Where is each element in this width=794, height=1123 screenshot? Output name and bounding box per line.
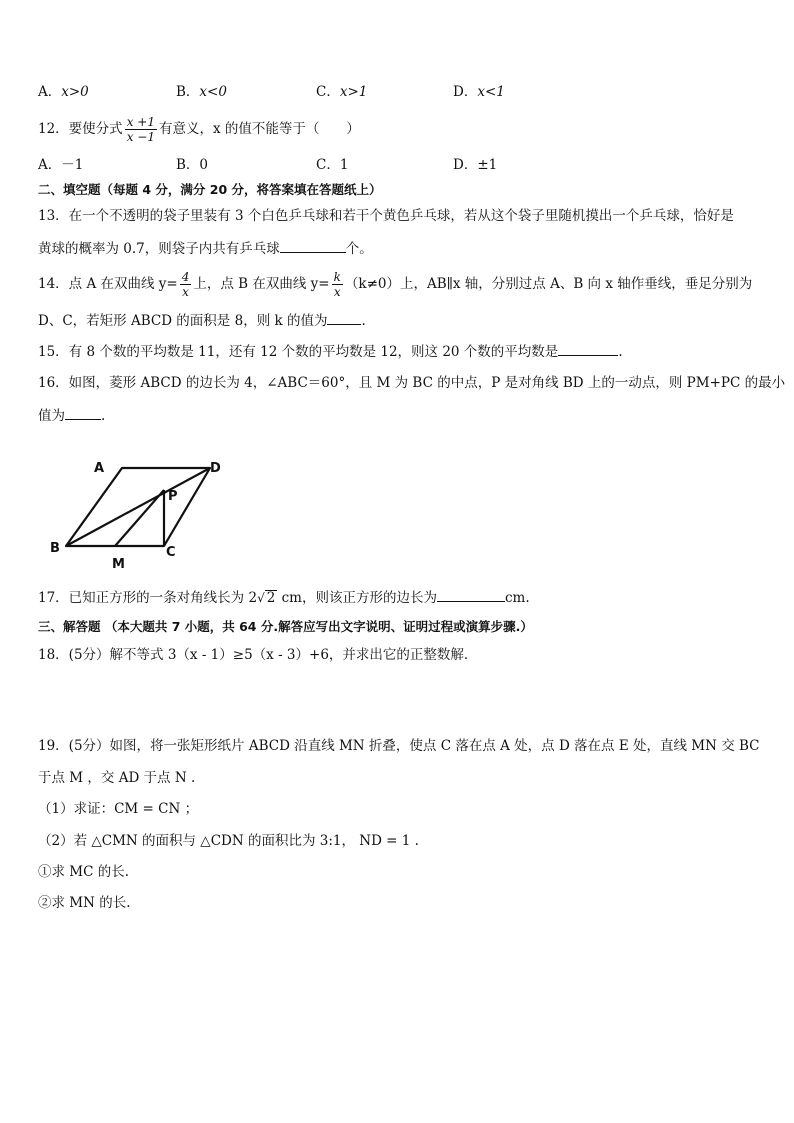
q14-text: D、C，若矩形 ABCD 的面积是 8，则 k 的值为: [38, 313, 328, 329]
label-d: D: [210, 461, 221, 476]
fraction-numerator: 4: [181, 270, 190, 284]
q14-text-end: .: [361, 313, 366, 329]
q12-text-post: 有意义，x 的值不能等于（ ）: [158, 121, 360, 137]
question-17: 17．已知正方形的一条对角线长为 2√ 2 cm，则该正方形的边长为 cm.: [38, 587, 530, 608]
q13-text: 黄球的概率为 0.7，则袋子内共有乒乓球: [38, 241, 280, 257]
segment-pm: [115, 490, 164, 546]
question-13-line-2: [38, 238, 373, 259]
question-19-line-4: （2）若 △CMN 的面积与 △CDN 的面积比为 3:1， ND = 1 .: [38, 833, 419, 849]
q14-fraction-2: [332, 270, 343, 299]
sqrt-radicand: 2: [266, 590, 276, 606]
q12-fraction: [125, 115, 157, 144]
option-label: A．: [38, 84, 62, 100]
q15-text: 15．有 8 个数的平均数是 11，还有 12 个数的平均数是 12，则这 20 个数的平均数是: [38, 344, 559, 360]
q11-option-b: [176, 82, 227, 102]
answer-blank: [327, 310, 361, 325]
fraction-denominator: x: [333, 285, 341, 299]
question-19-line-1: 19．(5分）如图，将一张矩形纸片 ABCD 沿直线 MN 折叠，使点 C 落在点 A 处，点 D 落在点 E 处，直线 MN 交 BC: [38, 738, 760, 754]
q15-text-end: .: [618, 344, 623, 360]
option-label: B．: [176, 84, 200, 100]
q14-text-mid: 上，点 B 在双曲线 y=: [193, 276, 330, 292]
q11-option-d: [453, 82, 505, 102]
q12-option-b: B．0: [176, 157, 209, 173]
option-label: D．: [453, 84, 478, 100]
answer-blank: [280, 238, 346, 253]
fraction-numerator: k: [333, 270, 341, 284]
option-value: x>1: [339, 84, 368, 100]
q12-option-d: D．±1: [453, 157, 498, 173]
question-19-line-6: ②求 MN 的长.: [38, 895, 131, 911]
answer-blank: [558, 341, 618, 356]
q14-text-post: （k≠0）上，AB∥x 轴，分别过点 A、B 向 x 轴作垂线，垂足分别为: [344, 276, 753, 292]
q14-fraction-1: [180, 270, 192, 299]
q17-text: 17．已知正方形的一条对角线长为 2: [38, 590, 258, 606]
fraction-denominator: x −1: [126, 130, 155, 144]
label-c: C: [166, 545, 176, 560]
q16-text-end: .: [101, 408, 106, 424]
answer-blank: [437, 587, 505, 602]
question-14-line-2: [38, 310, 366, 331]
q14-text-pre: 14．点 A 在双曲线 y=: [38, 276, 178, 292]
option-value: x<1: [477, 84, 505, 100]
question-13-line-1: 13．在一个不透明的袋子里装有 3 个白色乒乓球和若干个黄色乒乓球，若从这个袋子里随机摸出一个乒乓球，恰好是: [38, 208, 734, 224]
question-15: [38, 341, 623, 362]
diagonal-bd: [66, 468, 210, 546]
question-14-line-1: [38, 266, 752, 302]
fraction-numerator: x +1: [126, 115, 155, 129]
question-19-line-2: 于点 M ，交 AD 于点 N .: [38, 770, 196, 786]
question-19-line-3: （1）求证：CM = CN ；: [38, 801, 199, 817]
question-19-line-5: ①求 MC 的长.: [38, 864, 130, 880]
question-18: 18．(5分）解不等式 3（x - 1）≥5（x - 3）+6，并求出它的正整数解．: [38, 647, 478, 663]
q12-option-a: A．－1: [38, 157, 84, 173]
q16-text: 值为: [38, 408, 65, 424]
label-p: P: [168, 489, 178, 504]
option-label: C．: [316, 84, 340, 100]
q17-text-mid: cm，则该正方形的边长为: [277, 590, 437, 606]
option-value: x>0: [61, 84, 89, 100]
label-a: A: [94, 461, 105, 476]
q17-text-end: cm.: [504, 590, 530, 606]
label-b: B: [50, 541, 60, 556]
question-12: [38, 113, 360, 145]
q13-text-end: 个。: [345, 241, 373, 257]
q12-option-c: C．1: [316, 157, 349, 173]
fraction-denominator: x: [182, 285, 189, 299]
q11-option-a: [38, 82, 89, 102]
answer-blank: [65, 405, 101, 420]
label-m: M: [112, 557, 125, 572]
q12-text-pre: 12．要使分式: [38, 121, 123, 137]
section-3-heading: 三、解答题 （本大题共 7 小题，共 64 分.解答应写出文字说明、证明过程或演算步骤.）: [38, 619, 533, 634]
section-2-heading: 二、填空题（每题 4 分，满分 20 分，将答案填在答题纸上）: [38, 182, 382, 197]
option-value: x<0: [199, 84, 227, 100]
question-16-line-1: 16．如图，菱形 ABCD 的边长为 4，∠ABC＝60°，且 M 为 BC 的中点，P 是对角线 BD 上的一动点，则 PM+PC 的最小: [38, 375, 786, 391]
rhombus-figure: [40, 452, 240, 578]
q11-option-c: [316, 82, 367, 102]
question-16-line-2: [38, 405, 105, 426]
